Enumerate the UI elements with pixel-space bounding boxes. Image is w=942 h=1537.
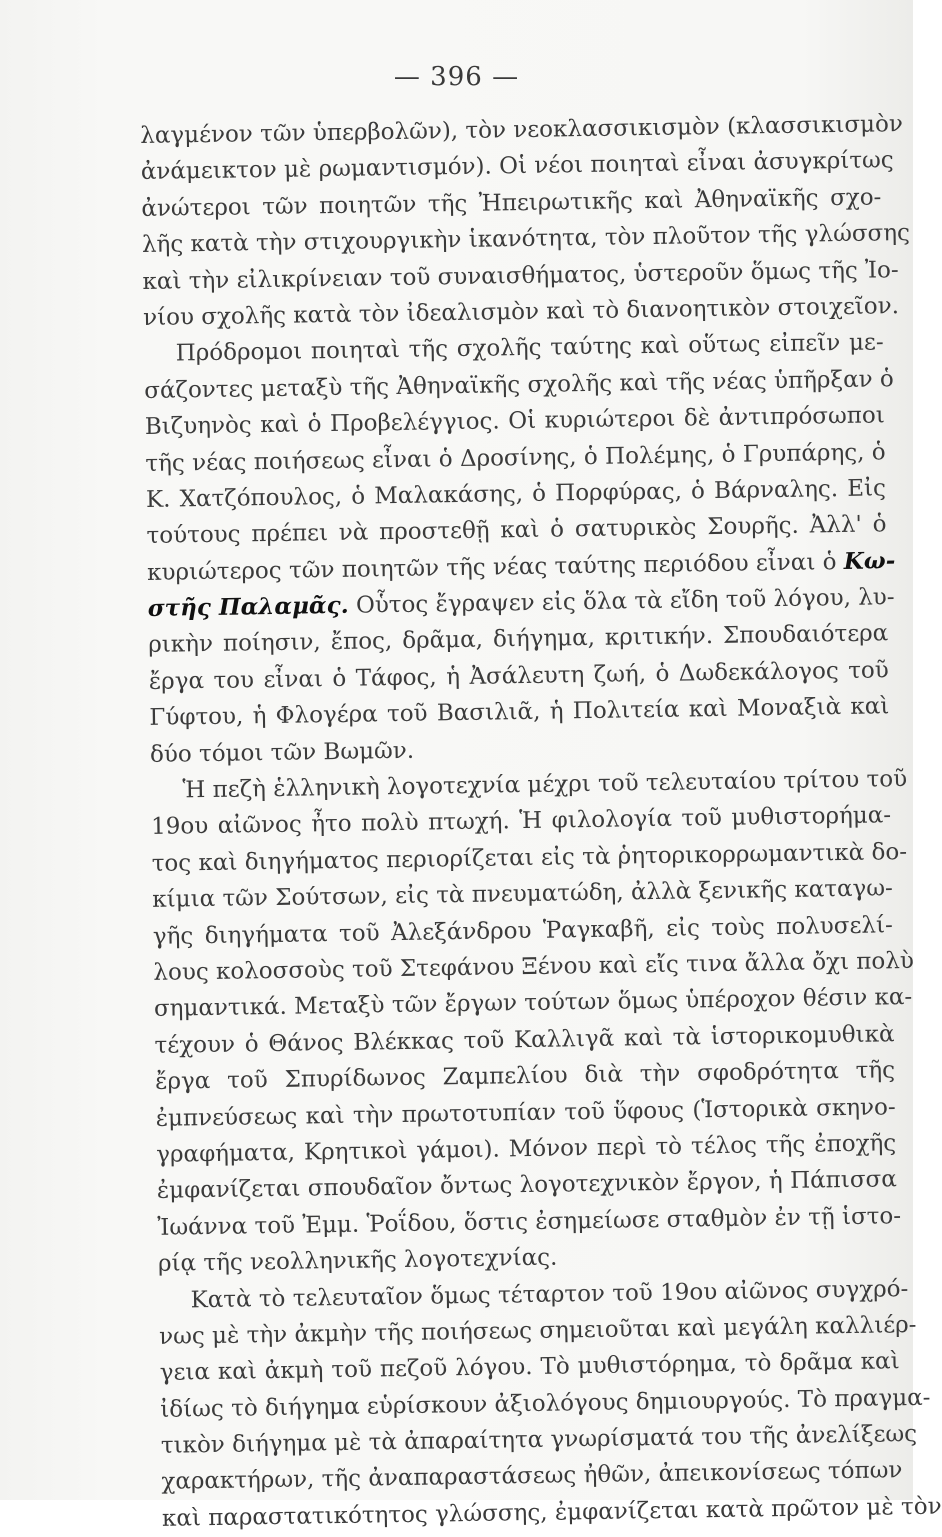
line-text: Κατὰ τὸ τελευταῖον ὅμως τέταρτον τοῦ 19ου αἰῶνος συγχρό- [190, 1275, 909, 1313]
line-text: ἀνάμεικτον μὲ ρωμαντισμόν). Οἱ νέοι ποιηταὶ εἶναι ἀσυγκρίτως [140, 147, 894, 186]
line-text: λους κολοσσοὺς τοῦ Στεφάνου Ξένου καὶ εἴς τινα ἄλλα ὄχι πολὺ [153, 947, 915, 986]
line-text: ἔργα τοῦ Σπυρίδωνος Ζαμπελίου διὰ τὴν σφοδρότητα τῆς [154, 1057, 896, 1096]
line-text: Οὗτος ἔγραψεν εἰς ὅλα τὰ εἴδη τοῦ λόγου, λυ- [355, 584, 895, 619]
line-text: τικὸν διήγημα μὲ τὰ ἀπαραίτητα γνωρίσματά του τῆς ἀνελίξεως [160, 1421, 918, 1459]
line-text: τούτους πρέπει νὰ προστεθῇ καὶ ὁ σατυρικὸς Σουρῆς. Ἀλλ' ὁ [146, 511, 887, 550]
line-text: ἐμπνεύσεως καὶ τὴν πρωτοτυπίαν τοῦ ὕφους (Ἱστορικὰ σκηνο- [155, 1093, 896, 1132]
line-text: ἰδίως τὸ διήγημα εὑρίσκουν ἀξιολόγους δημιουργούς. Τὸ πραγμα- [160, 1384, 931, 1423]
line-text: νίου σχολῆς κατὰ τὸν ἰδεαλισμὸν καὶ τὸ διανοητικὸν στοιχεῖον. [142, 293, 900, 331]
line-text: ρικὴν ποίησιν, ἔπος, δρᾶμα, διήγημα, κριτικήν. Σπουδαιότερα [148, 620, 889, 659]
body-text [140, 106, 942, 1537]
line-text: σάζοντες μεταξὺ τῆς Ἀθηναϊκῆς σχολῆς καὶ τῆς νέας ὑπῆρξαν ὁ [144, 365, 894, 404]
line-text: ἔργα του εἶναι ὁ Τάφος, ἡ Ἀσάλευτη ζωή, ὁ Δωδεκάλογος τοῦ [148, 657, 889, 695]
line-text: χαρακτήρων, τῆς ἀναπαραστάσεως ἠθῶν, ἀπεικονίσεως τόπων [161, 1457, 903, 1496]
line-text: 19ου αἰῶνος ἦτο πολὺ πτωχή. Ἡ φιλολογία τοῦ μυθιστορήμα- [150, 802, 892, 841]
line-text: γραφήματα, Κρητικοὶ γάμοι). Μόνον περὶ τὸ τέλος τῆς ἐποχῆς [156, 1130, 897, 1168]
line-text: Ἡ πεζὴ ἑλληνικὴ λογοτεχνία μέχρι τοῦ τελευταίου τρίτου τοῦ [182, 766, 908, 804]
line-text: τος καὶ διηγήματος περιορίζεται εἰς τὰ ῥητορικορρωμαντικὰ δο- [151, 838, 908, 877]
line-text: σημαντικά. Μεταξὺ τῶν ἔργων τούτων ὅμως ὑπέροχον θέσιν κα- [153, 984, 913, 1023]
line-text: Κ. Χατζόπουλος, ὁ Μαλακάσης, ὁ Πορφύρας, ὁ Βάρναλης. Εἰς [145, 475, 887, 513]
line-text: Βιζυηνὸς καὶ ὁ Προβελέγγιος. Οἱ κυριώτεροι δὲ ἀντιπρόσωποι [144, 402, 885, 441]
line-text: Πρόδρομοι ποιηταὶ τῆς σχολῆς ταύτης καὶ οὕτως εἰπεῖν με- [175, 329, 884, 367]
line-text: νως μὲ τὴν ἀκμὴν τῆς ποιήσεως σημειοῦται καὶ μεγάλη καλλιέρ- [158, 1311, 917, 1350]
line-text: ἀνώτεροι τῶν ποιητῶν τῆς Ἠπειρωτικῆς καὶ Ἀθηναϊκῆς σχο- [141, 184, 882, 222]
line-text: καὶ παραστατικότητος γλώσσης, ἐμφανίζεται κατὰ πρῶτον μὲ τὸν [161, 1493, 942, 1532]
emphasized-name: Κω- [843, 546, 896, 575]
line-text: λαγμένον τῶν ὑπερβολῶν), τὸν νεοκλασσικισμὸν (κλασσικισμὸν [140, 111, 904, 149]
line-text: ρίᾳ τῆς νεολληνικῆς λογοτεχνίας. [157, 1244, 558, 1277]
line-text: κυριώτερος τῶν ποιητῶν τῆς νέας ταύτης περιόδου εἶναι ὁ [146, 548, 837, 586]
line-text: λῆς κατὰ τὴν στιχουργικὴν ἱκανότητα, τὸν πλοῦτον τῆς γλώσσης [141, 220, 911, 259]
line-text: τῆς νέας ποιήσεως εἶναι ὁ Δροσίνης, ὁ Πολέμης, ὁ Γρυπάρης, ὁ [145, 438, 886, 477]
line-text: καὶ τὴν εἰλικρίνειαν τοῦ συναισθήματος, ὑστεροῦν ὅμως τῆς Ἰο- [142, 256, 899, 295]
line-text: δύο τόμοι τῶν Βωμῶν. [149, 737, 415, 768]
page-number: — 396 — [393, 62, 520, 92]
line-text: κίμια τῶν Σούτσων, εἰς τὰ πνευματώδη, ἀλλὰ ξενικῆς καταγω- [152, 875, 894, 914]
line-text: Ἰωάννα τοῦ Ἐμμ. Ῥοΐδου, ὅστις ἐσημείωσε σταθμὸν ἐν τῇ ἱστο- [157, 1202, 902, 1241]
line-text: τέχουν ὁ Θάνος Βλέκκας τοῦ Καλλιγᾶ καὶ τὰ ἱστορικομυθικὰ [154, 1021, 895, 1059]
line-text: ἐμφανίζεται σπουδαῖον ὄντως λογοτεχνικὸν ἔργον, ἡ Πάπισσα [156, 1166, 897, 1205]
line-text: Γύφτου, ἡ Φλογέρα τοῦ Βασιλιᾶ, ἡ Πολιτεία καὶ Μοναξιὰ καὶ [149, 693, 890, 732]
line-text: γεια καὶ ἀκμὴ τοῦ πεζοῦ λόγου. Τὸ μυθιστόρημα, τὸ δρᾶμα καὶ [159, 1348, 900, 1387]
emphasized-name: στῆς Παλαμᾶς. [147, 591, 349, 623]
line-text: γῆς διηγήματα τοῦ Ἀλεξάνδρου Ῥαγκαβῆ, εἰς τοὺς πολυσελί- [152, 911, 893, 950]
